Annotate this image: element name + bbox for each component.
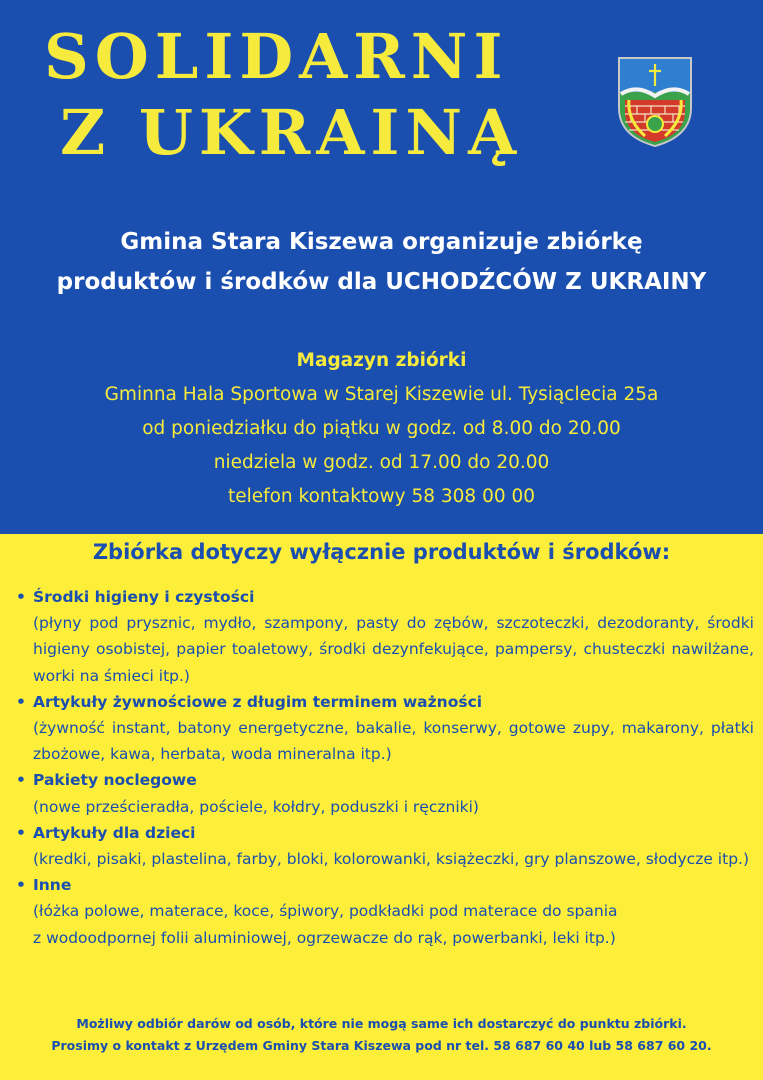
warehouse-address: Gminna Hala Sportowa w Starej Kiszewie ul. Tysiąclecia 25a <box>104 384 659 405</box>
warehouse-phone: telefon kontaktowy 58 308 00 00 <box>227 486 536 507</box>
warehouse-weekday-hours: od poniedziałku do piątku w godz. od 8.00 do 20.00 <box>142 418 621 439</box>
list-item-desc: (kredki, pisaki, plastelina, farby, bloki, kolorowanki, książeczki, gry planszowe, słodycze itp.) <box>33 850 750 869</box>
coat-of-arms-icon <box>617 56 693 148</box>
list-item-food <box>16 689 754 768</box>
bullet-icon: • <box>16 588 26 606</box>
intro-line2: produktów i środków dla UCHODŹCÓW Z UKRAINY <box>56 269 707 295</box>
list-item-title: Pakiety noclegowe <box>33 771 197 790</box>
headline-line1: SOLIDARNI <box>44 20 509 93</box>
footer-note <box>0 1013 763 1057</box>
bullet-icon: • <box>16 876 26 895</box>
bullet-icon: • <box>16 823 26 842</box>
list-item-desc: (nowe prześcieradła, pościele, kołdry, poduszki i ręczniki) <box>33 797 479 816</box>
list-item-children <box>16 820 754 872</box>
bullet-icon: • <box>16 692 26 711</box>
warehouse-sunday-hours: niedziela w godz. od 17.00 do 20.00 <box>213 452 550 473</box>
collection-list <box>16 584 754 951</box>
list-item-title: Artykuły żywnościowe z długim terminem ważności <box>33 692 483 711</box>
list-item-title: Inne <box>33 876 72 895</box>
list-item-bedding <box>16 767 754 819</box>
headline-line2: Z UKRAINĄ <box>60 96 523 169</box>
list-item-desc: (żywność instant, batony energetyczne, bakalie, konserwy, gotowe zupy, makarony, płatki zbożowe, kawa, herbata, woda mineralna itp.) <box>33 719 754 764</box>
list-item-desc-line2: z wodoodpornej folii aluminiowej, ogrzewacze do rąk, powerbanki, leki itp.) <box>33 928 616 947</box>
warehouse-title: Magazyn zbiórki <box>296 350 467 371</box>
footer-line2: Prosimy o kontakt z Urzędem Gminy Stara Kiszewa pod nr tel. 58 687 60 40 lub 58 687 60 20. <box>51 1038 712 1053</box>
bullet-icon: • <box>16 771 26 790</box>
intro-text <box>0 222 763 302</box>
list-item-desc: (płyny pod prysznic, mydło, szampony, pasty do zębów, szczoteczki, dezodoranty, środki higieny osobistej, papier toaletowy, środki dezynfekujące, pampersy, chusteczki nawilżane, worki na śmieci itp.) <box>33 614 754 685</box>
list-item-other <box>16 872 754 951</box>
list-item-title: Środki higieny i czystości <box>33 588 255 606</box>
list-item-hygiene <box>16 584 754 689</box>
list-item-title: Artykuły dla dzieci <box>33 823 196 842</box>
intro-line1: Gmina Stara Kiszewa organizuje zbiórkę <box>120 229 643 255</box>
footer-line1: Możliwy odbiór darów od osób, które nie mogą same ich dostarczyć do punktu zbiórki. <box>76 1016 687 1031</box>
warehouse-info <box>0 344 763 514</box>
collection-heading: Zbiórka dotyczy wyłącznie produktów i środków: <box>92 540 671 564</box>
list-item-desc-line1: (łóżka polowe, materace, koce, śpiwory, podkładki pod materace do spania <box>33 902 618 921</box>
